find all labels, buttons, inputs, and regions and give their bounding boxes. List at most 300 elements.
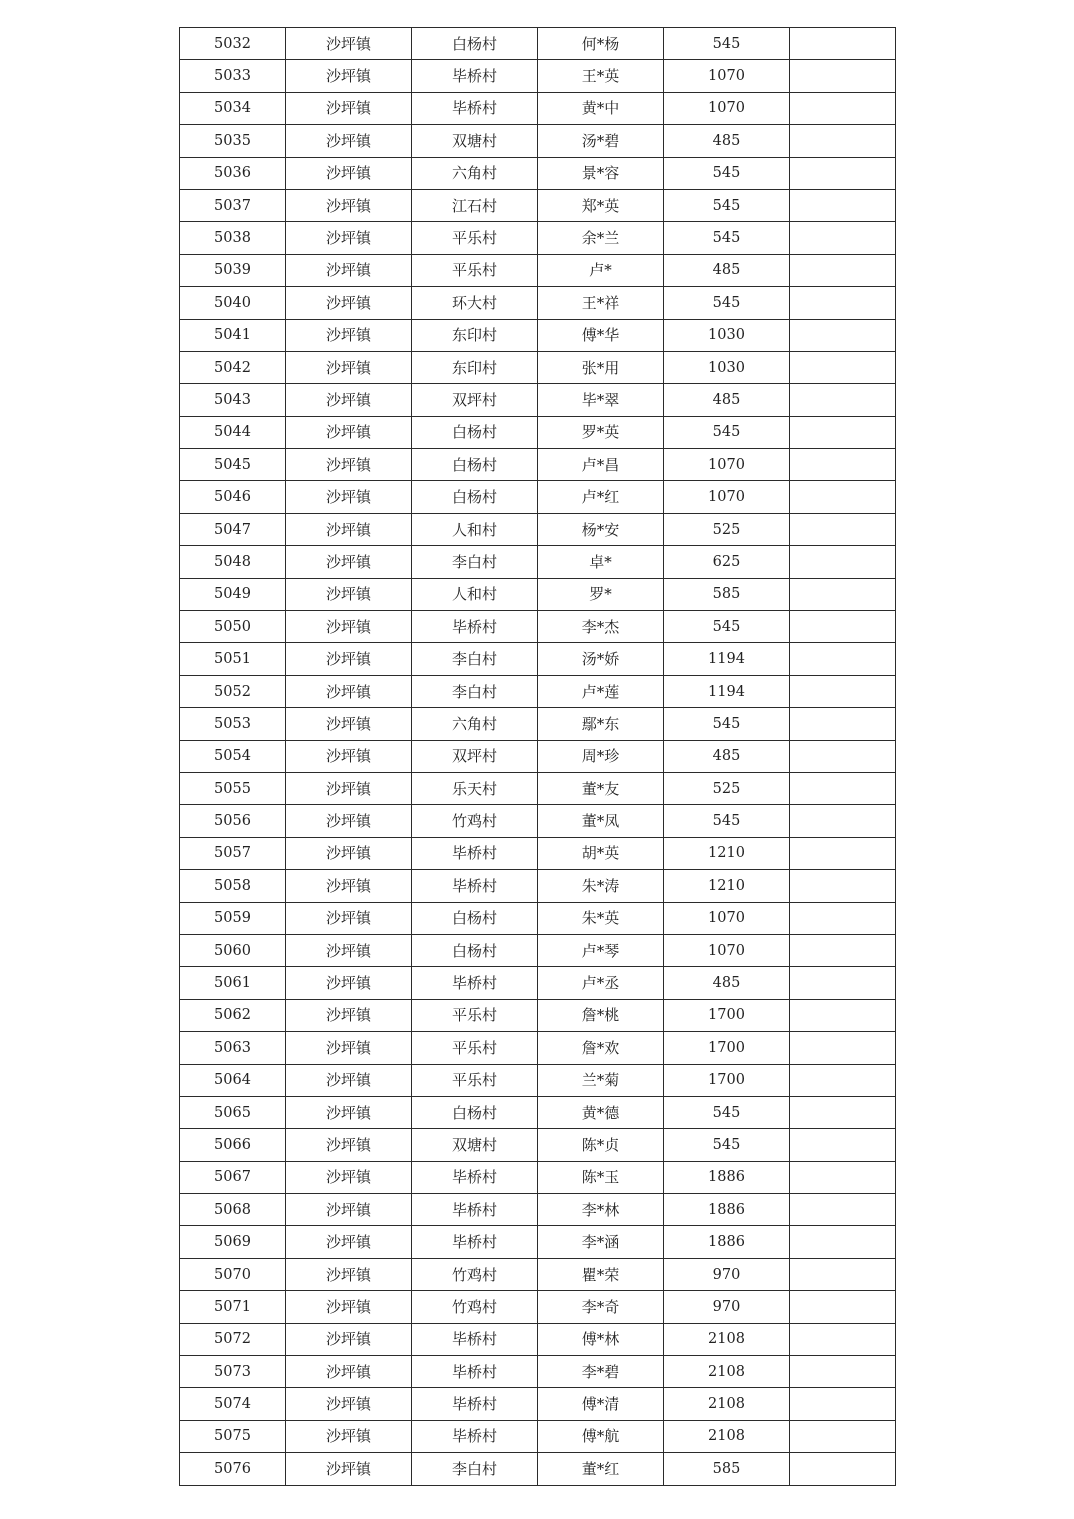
name-cell: 张*用 xyxy=(538,351,664,383)
remark-cell xyxy=(790,416,896,448)
remark-cell xyxy=(790,157,896,189)
remark-cell xyxy=(790,189,896,221)
village-cell: 平乐村 xyxy=(412,1064,538,1096)
remark-cell xyxy=(790,1064,896,1096)
name-cell: 董*凤 xyxy=(538,805,664,837)
name-cell: 傅*林 xyxy=(538,1323,664,1355)
name-cell: 何*杨 xyxy=(538,28,664,60)
name-cell: 朱*涛 xyxy=(538,870,664,902)
remark-cell xyxy=(790,1161,896,1193)
amount-cell: 545 xyxy=(664,28,790,60)
village-cell: 毕桥村 xyxy=(412,611,538,643)
town-cell: 沙坪镇 xyxy=(286,319,412,351)
name-cell: 卢*丞 xyxy=(538,967,664,999)
amount-cell: 545 xyxy=(664,708,790,740)
record-number-cell: 5060 xyxy=(180,934,286,966)
table-row xyxy=(180,1194,896,1226)
record-number-cell: 5072 xyxy=(180,1323,286,1355)
name-cell: 卢*红 xyxy=(538,481,664,513)
name-cell: 卢*莲 xyxy=(538,675,664,707)
table-row xyxy=(180,449,896,481)
remark-cell xyxy=(790,1420,896,1452)
name-cell: 李*杰 xyxy=(538,611,664,643)
table-row xyxy=(180,1388,896,1420)
amount-cell: 485 xyxy=(664,125,790,157)
village-cell: 毕桥村 xyxy=(412,92,538,124)
remark-cell xyxy=(790,708,896,740)
table-row xyxy=(180,1129,896,1161)
amount-cell: 970 xyxy=(664,1258,790,1290)
town-cell: 沙坪镇 xyxy=(286,643,412,675)
town-cell: 沙坪镇 xyxy=(286,157,412,189)
record-number-cell: 5045 xyxy=(180,449,286,481)
record-number-cell: 5057 xyxy=(180,837,286,869)
name-cell: 胡*英 xyxy=(538,837,664,869)
town-cell: 沙坪镇 xyxy=(286,1129,412,1161)
name-cell: 王*祥 xyxy=(538,287,664,319)
record-number-cell: 5032 xyxy=(180,28,286,60)
town-cell: 沙坪镇 xyxy=(286,1194,412,1226)
remark-cell xyxy=(790,125,896,157)
amount-cell: 1070 xyxy=(664,92,790,124)
village-cell: 李白村 xyxy=(412,675,538,707)
amount-cell: 545 xyxy=(664,611,790,643)
name-cell: 李*碧 xyxy=(538,1356,664,1388)
table-row xyxy=(180,60,896,92)
town-cell: 沙坪镇 xyxy=(286,837,412,869)
record-number-cell: 5049 xyxy=(180,578,286,610)
town-cell: 沙坪镇 xyxy=(286,967,412,999)
amount-cell: 1210 xyxy=(664,870,790,902)
record-number-cell: 5058 xyxy=(180,870,286,902)
name-cell: 卢* xyxy=(538,254,664,286)
remark-cell xyxy=(790,513,896,545)
record-number-cell: 5053 xyxy=(180,708,286,740)
village-cell: 毕桥村 xyxy=(412,1323,538,1355)
remark-cell xyxy=(790,999,896,1031)
amount-cell: 1070 xyxy=(664,481,790,513)
record-number-cell: 5074 xyxy=(180,1388,286,1420)
record-number-cell: 5041 xyxy=(180,319,286,351)
town-cell: 沙坪镇 xyxy=(286,384,412,416)
village-cell: 乐天村 xyxy=(412,772,538,804)
table-row xyxy=(180,1226,896,1258)
village-cell: 江石村 xyxy=(412,189,538,221)
village-cell: 白杨村 xyxy=(412,1096,538,1128)
amount-cell: 545 xyxy=(664,222,790,254)
amount-cell: 485 xyxy=(664,740,790,772)
table-row xyxy=(180,772,896,804)
name-cell: 傅*航 xyxy=(538,1420,664,1452)
town-cell: 沙坪镇 xyxy=(286,1323,412,1355)
town-cell: 沙坪镇 xyxy=(286,902,412,934)
village-cell: 白杨村 xyxy=(412,481,538,513)
remark-cell xyxy=(790,967,896,999)
town-cell: 沙坪镇 xyxy=(286,1420,412,1452)
village-cell: 六角村 xyxy=(412,157,538,189)
name-cell: 王*英 xyxy=(538,60,664,92)
village-cell: 毕桥村 xyxy=(412,967,538,999)
village-cell: 人和村 xyxy=(412,578,538,610)
name-cell: 李*奇 xyxy=(538,1291,664,1323)
remark-cell xyxy=(790,837,896,869)
amount-cell: 1194 xyxy=(664,675,790,707)
remark-cell xyxy=(790,1032,896,1064)
table-row xyxy=(180,287,896,319)
remark-cell xyxy=(790,319,896,351)
village-cell: 白杨村 xyxy=(412,28,538,60)
table-row xyxy=(180,384,896,416)
table-row xyxy=(180,837,896,869)
amount-cell: 545 xyxy=(664,287,790,319)
remark-cell xyxy=(790,1129,896,1161)
amount-cell: 1030 xyxy=(664,319,790,351)
amount-cell: 485 xyxy=(664,384,790,416)
town-cell: 沙坪镇 xyxy=(286,1388,412,1420)
village-cell: 毕桥村 xyxy=(412,1194,538,1226)
village-cell: 竹鸡村 xyxy=(412,805,538,837)
record-number-cell: 5044 xyxy=(180,416,286,448)
amount-cell: 1030 xyxy=(664,351,790,383)
name-cell: 汤*娇 xyxy=(538,643,664,675)
village-cell: 环大村 xyxy=(412,287,538,319)
remark-cell xyxy=(790,384,896,416)
record-number-cell: 5059 xyxy=(180,902,286,934)
amount-cell: 545 xyxy=(664,189,790,221)
name-cell: 罗*英 xyxy=(538,416,664,448)
village-cell: 双塘村 xyxy=(412,1129,538,1161)
village-cell: 李白村 xyxy=(412,1453,538,1485)
record-number-cell: 5039 xyxy=(180,254,286,286)
town-cell: 沙坪镇 xyxy=(286,449,412,481)
amount-cell: 1070 xyxy=(664,60,790,92)
amount-cell: 545 xyxy=(664,416,790,448)
remark-cell xyxy=(790,546,896,578)
name-cell: 董*友 xyxy=(538,772,664,804)
name-cell: 杨*安 xyxy=(538,513,664,545)
name-cell: 卢*琴 xyxy=(538,934,664,966)
amount-cell: 545 xyxy=(664,1096,790,1128)
name-cell: 李*林 xyxy=(538,1194,664,1226)
name-cell: 陈*贞 xyxy=(538,1129,664,1161)
remark-cell xyxy=(790,805,896,837)
table-row xyxy=(180,481,896,513)
remark-cell xyxy=(790,643,896,675)
record-number-cell: 5052 xyxy=(180,675,286,707)
record-number-cell: 5034 xyxy=(180,92,286,124)
village-cell: 毕桥村 xyxy=(412,837,538,869)
village-cell: 竹鸡村 xyxy=(412,1258,538,1290)
village-cell: 白杨村 xyxy=(412,416,538,448)
town-cell: 沙坪镇 xyxy=(286,1291,412,1323)
village-cell: 人和村 xyxy=(412,513,538,545)
town-cell: 沙坪镇 xyxy=(286,675,412,707)
record-number-cell: 5061 xyxy=(180,967,286,999)
record-number-cell: 5035 xyxy=(180,125,286,157)
table-row xyxy=(180,1356,896,1388)
table-row xyxy=(180,222,896,254)
amount-cell: 1194 xyxy=(664,643,790,675)
town-cell: 沙坪镇 xyxy=(286,287,412,319)
table-row xyxy=(180,805,896,837)
remark-cell xyxy=(790,1323,896,1355)
village-cell: 白杨村 xyxy=(412,449,538,481)
village-cell: 李白村 xyxy=(412,643,538,675)
remark-cell xyxy=(790,481,896,513)
amount-cell: 1886 xyxy=(664,1194,790,1226)
amount-cell: 2108 xyxy=(664,1323,790,1355)
town-cell: 沙坪镇 xyxy=(286,1032,412,1064)
town-cell: 沙坪镇 xyxy=(286,870,412,902)
village-cell: 双坪村 xyxy=(412,384,538,416)
remark-cell xyxy=(790,870,896,902)
town-cell: 沙坪镇 xyxy=(286,805,412,837)
amount-cell: 1070 xyxy=(664,449,790,481)
remark-cell xyxy=(790,611,896,643)
table-row xyxy=(180,999,896,1031)
name-cell: 傅*清 xyxy=(538,1388,664,1420)
remark-cell xyxy=(790,1226,896,1258)
name-cell: 詹*桃 xyxy=(538,999,664,1031)
remark-cell xyxy=(790,92,896,124)
record-number-cell: 5036 xyxy=(180,157,286,189)
amount-cell: 1700 xyxy=(664,1064,790,1096)
name-cell: 余*兰 xyxy=(538,222,664,254)
name-cell: 兰*菊 xyxy=(538,1064,664,1096)
name-cell: 朱*英 xyxy=(538,902,664,934)
village-cell: 东印村 xyxy=(412,351,538,383)
table-row xyxy=(180,1161,896,1193)
table-row xyxy=(180,1323,896,1355)
amount-cell: 970 xyxy=(664,1291,790,1323)
town-cell: 沙坪镇 xyxy=(286,222,412,254)
remark-cell xyxy=(790,740,896,772)
record-number-cell: 5065 xyxy=(180,1096,286,1128)
remark-cell xyxy=(790,1194,896,1226)
table-row xyxy=(180,578,896,610)
name-cell: 瞿*荣 xyxy=(538,1258,664,1290)
village-cell: 毕桥村 xyxy=(412,1226,538,1258)
remark-cell xyxy=(790,902,896,934)
town-cell: 沙坪镇 xyxy=(286,546,412,578)
name-cell: 傅*华 xyxy=(538,319,664,351)
town-cell: 沙坪镇 xyxy=(286,1226,412,1258)
record-number-cell: 5042 xyxy=(180,351,286,383)
name-cell: 黄*德 xyxy=(538,1096,664,1128)
record-number-cell: 5076 xyxy=(180,1453,286,1485)
record-number-cell: 5056 xyxy=(180,805,286,837)
amount-cell: 1210 xyxy=(664,837,790,869)
village-cell: 双坪村 xyxy=(412,740,538,772)
record-number-cell: 5069 xyxy=(180,1226,286,1258)
village-cell: 平乐村 xyxy=(412,999,538,1031)
table-row xyxy=(180,319,896,351)
village-cell: 东印村 xyxy=(412,319,538,351)
record-number-cell: 5040 xyxy=(180,287,286,319)
table-row xyxy=(180,740,896,772)
table-row xyxy=(180,643,896,675)
town-cell: 沙坪镇 xyxy=(286,254,412,286)
name-cell: 李*涵 xyxy=(538,1226,664,1258)
village-cell: 六角村 xyxy=(412,708,538,740)
amount-cell: 2108 xyxy=(664,1356,790,1388)
table-row xyxy=(180,1032,896,1064)
table-row xyxy=(180,254,896,286)
remark-cell xyxy=(790,772,896,804)
table-row xyxy=(180,28,896,60)
record-number-cell: 5046 xyxy=(180,481,286,513)
town-cell: 沙坪镇 xyxy=(286,611,412,643)
amount-cell: 1886 xyxy=(664,1226,790,1258)
record-number-cell: 5051 xyxy=(180,643,286,675)
amount-cell: 1700 xyxy=(664,1032,790,1064)
town-cell: 沙坪镇 xyxy=(286,481,412,513)
record-number-cell: 5033 xyxy=(180,60,286,92)
name-cell: 周*珍 xyxy=(538,740,664,772)
record-number-cell: 5047 xyxy=(180,513,286,545)
name-cell: 黄*中 xyxy=(538,92,664,124)
town-cell: 沙坪镇 xyxy=(286,934,412,966)
record-number-cell: 5063 xyxy=(180,1032,286,1064)
remark-cell xyxy=(790,578,896,610)
remark-cell xyxy=(790,60,896,92)
name-cell: 卢*昌 xyxy=(538,449,664,481)
record-number-cell: 5050 xyxy=(180,611,286,643)
name-cell: 陈*玉 xyxy=(538,1161,664,1193)
town-cell: 沙坪镇 xyxy=(286,999,412,1031)
beneficiary-table xyxy=(179,27,896,1486)
remark-cell xyxy=(790,1356,896,1388)
village-cell: 双塘村 xyxy=(412,125,538,157)
remark-cell xyxy=(790,934,896,966)
town-cell: 沙坪镇 xyxy=(286,1064,412,1096)
record-number-cell: 5067 xyxy=(180,1161,286,1193)
record-number-cell: 5043 xyxy=(180,384,286,416)
table-row xyxy=(180,870,896,902)
village-cell: 毕桥村 xyxy=(412,1388,538,1420)
village-cell: 白杨村 xyxy=(412,934,538,966)
record-number-cell: 5055 xyxy=(180,772,286,804)
amount-cell: 525 xyxy=(664,772,790,804)
village-cell: 毕桥村 xyxy=(412,1420,538,1452)
record-number-cell: 5073 xyxy=(180,1356,286,1388)
village-cell: 平乐村 xyxy=(412,222,538,254)
amount-cell: 545 xyxy=(664,157,790,189)
remark-cell xyxy=(790,222,896,254)
amount-cell: 1886 xyxy=(664,1161,790,1193)
name-cell: 汤*碧 xyxy=(538,125,664,157)
record-number-cell: 5037 xyxy=(180,189,286,221)
remark-cell xyxy=(790,28,896,60)
town-cell: 沙坪镇 xyxy=(286,708,412,740)
town-cell: 沙坪镇 xyxy=(286,772,412,804)
village-cell: 毕桥村 xyxy=(412,1356,538,1388)
village-cell: 毕桥村 xyxy=(412,870,538,902)
record-number-cell: 5068 xyxy=(180,1194,286,1226)
table-row xyxy=(180,708,896,740)
name-cell: 毕*翠 xyxy=(538,384,664,416)
table-row xyxy=(180,125,896,157)
record-number-cell: 5075 xyxy=(180,1420,286,1452)
table-row xyxy=(180,1420,896,1452)
table-row xyxy=(180,902,896,934)
remark-cell xyxy=(790,287,896,319)
village-cell: 平乐村 xyxy=(412,254,538,286)
remark-cell xyxy=(790,1258,896,1290)
table-row xyxy=(180,513,896,545)
name-cell: 罗* xyxy=(538,578,664,610)
name-cell: 卓* xyxy=(538,546,664,578)
table-row xyxy=(180,675,896,707)
table-row xyxy=(180,1453,896,1485)
record-number-cell: 5062 xyxy=(180,999,286,1031)
name-cell: 鄢*东 xyxy=(538,708,664,740)
table-body xyxy=(180,28,896,1486)
town-cell: 沙坪镇 xyxy=(286,1356,412,1388)
record-number-cell: 5064 xyxy=(180,1064,286,1096)
town-cell: 沙坪镇 xyxy=(286,60,412,92)
record-number-cell: 5054 xyxy=(180,740,286,772)
village-cell: 白杨村 xyxy=(412,902,538,934)
village-cell: 平乐村 xyxy=(412,1032,538,1064)
table-row xyxy=(180,351,896,383)
table-row xyxy=(180,546,896,578)
town-cell: 沙坪镇 xyxy=(286,740,412,772)
amount-cell: 1070 xyxy=(664,902,790,934)
record-number-cell: 5038 xyxy=(180,222,286,254)
name-cell: 郑*英 xyxy=(538,189,664,221)
amount-cell: 585 xyxy=(664,578,790,610)
village-cell: 毕桥村 xyxy=(412,60,538,92)
table-row xyxy=(180,1291,896,1323)
amount-cell: 485 xyxy=(664,254,790,286)
table-row xyxy=(180,611,896,643)
table-row xyxy=(180,967,896,999)
town-cell: 沙坪镇 xyxy=(286,189,412,221)
name-cell: 景*容 xyxy=(538,157,664,189)
name-cell: 董*红 xyxy=(538,1453,664,1485)
table-row xyxy=(180,416,896,448)
table-row xyxy=(180,1258,896,1290)
remark-cell xyxy=(790,1388,896,1420)
remark-cell xyxy=(790,351,896,383)
amount-cell: 2108 xyxy=(664,1420,790,1452)
town-cell: 沙坪镇 xyxy=(286,1161,412,1193)
remark-cell xyxy=(790,1453,896,1485)
town-cell: 沙坪镇 xyxy=(286,1453,412,1485)
remark-cell xyxy=(790,254,896,286)
village-cell: 李白村 xyxy=(412,546,538,578)
remark-cell xyxy=(790,449,896,481)
amount-cell: 585 xyxy=(664,1453,790,1485)
amount-cell: 2108 xyxy=(664,1388,790,1420)
amount-cell: 545 xyxy=(664,805,790,837)
amount-cell: 1070 xyxy=(664,934,790,966)
record-number-cell: 5071 xyxy=(180,1291,286,1323)
town-cell: 沙坪镇 xyxy=(286,1096,412,1128)
record-number-cell: 5048 xyxy=(180,546,286,578)
town-cell: 沙坪镇 xyxy=(286,416,412,448)
table-row xyxy=(180,1064,896,1096)
town-cell: 沙坪镇 xyxy=(286,92,412,124)
town-cell: 沙坪镇 xyxy=(286,125,412,157)
name-cell: 詹*欢 xyxy=(538,1032,664,1064)
amount-cell: 625 xyxy=(664,546,790,578)
remark-cell xyxy=(790,1096,896,1128)
amount-cell: 485 xyxy=(664,967,790,999)
amount-cell: 525 xyxy=(664,513,790,545)
table-row xyxy=(180,92,896,124)
